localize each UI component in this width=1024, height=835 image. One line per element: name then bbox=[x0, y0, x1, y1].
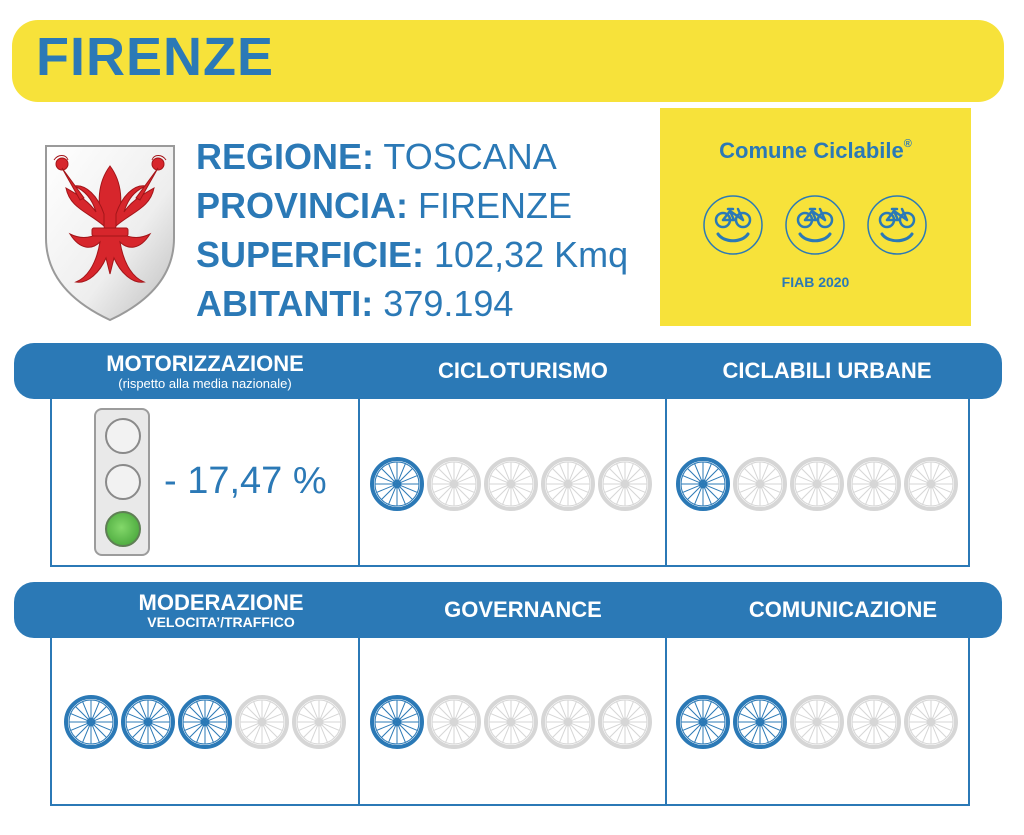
traffic-lamp-red bbox=[105, 418, 141, 454]
traffic-lamp-amber bbox=[105, 464, 141, 500]
rating-cicloturismo bbox=[370, 457, 660, 511]
label-governance: GOVERNANCE bbox=[444, 597, 602, 622]
bicycle-wheel-icon-inactive bbox=[598, 457, 652, 511]
label-motorizzazione: MOTORIZZAZIONE (rispetto alla media nazionale) bbox=[106, 350, 304, 391]
city-info bbox=[196, 134, 628, 330]
bike-smiley-icon bbox=[866, 194, 928, 256]
bicycle-wheel-icon-inactive bbox=[292, 695, 346, 749]
traffic-light-icon bbox=[94, 408, 150, 556]
bicycle-wheel-icon-inactive bbox=[484, 457, 538, 511]
bicycle-wheel-icon-inactive bbox=[790, 695, 844, 749]
divider bbox=[358, 399, 360, 565]
bicycle-wheel-icon-active bbox=[370, 695, 424, 749]
bicycle-wheel-icon-inactive bbox=[541, 457, 595, 511]
label-moderazione: MODERAZIONE VELOCITA’/TRAFFICO bbox=[138, 589, 304, 630]
label-ciclabili-urbane: CICLABILI URBANE bbox=[722, 358, 932, 383]
bicycle-wheel-icon-active bbox=[178, 695, 232, 749]
florence-lily-crest-icon bbox=[40, 142, 180, 322]
bicycle-wheel-icon-active bbox=[121, 695, 175, 749]
bicycle-wheel-icon-inactive bbox=[427, 457, 481, 511]
bike-smiley-icon bbox=[702, 194, 764, 256]
bicycle-wheel-icon-inactive bbox=[904, 695, 958, 749]
bicycle-wheel-icon-active bbox=[64, 695, 118, 749]
label-comunicazione: COMUNICAZIONE bbox=[748, 597, 938, 622]
bike-smiley-icon bbox=[784, 194, 846, 256]
bicycle-wheel-icon-inactive bbox=[541, 695, 595, 749]
divider bbox=[358, 638, 360, 804]
comune-ciclabile-badge bbox=[660, 108, 971, 326]
rating-moderazione bbox=[64, 695, 354, 749]
bicycle-wheel-icon-active bbox=[733, 695, 787, 749]
header-band-2 bbox=[14, 582, 1002, 638]
divider bbox=[665, 399, 667, 565]
bicycle-wheel-icon-inactive bbox=[427, 695, 481, 749]
bicycle-wheel-icon-active bbox=[676, 457, 730, 511]
bicycle-wheel-icon-inactive bbox=[904, 457, 958, 511]
info-abitanti: ABITANTI: 379.194 bbox=[196, 283, 514, 324]
traffic-lamp-green bbox=[105, 511, 141, 547]
bicycle-wheel-icon-active bbox=[370, 457, 424, 511]
city-title: FIRENZE bbox=[36, 27, 275, 87]
label-cicloturismo: CICLOTURISMO bbox=[438, 358, 608, 383]
motorizzazione-value: - 17,47 % bbox=[164, 460, 327, 502]
bicycle-wheel-icon-inactive bbox=[847, 695, 901, 749]
rating-comunicazione bbox=[676, 695, 966, 749]
info-regione: REGIONE: TOSCANA bbox=[196, 136, 557, 177]
badge-footer: FIAB 2020 bbox=[781, 274, 850, 290]
bicycle-wheel-icon-inactive bbox=[790, 457, 844, 511]
info-provincia: PROVINCIA: FIRENZE bbox=[196, 185, 573, 226]
header-band-1 bbox=[14, 343, 1002, 399]
bicycle-wheel-icon-inactive bbox=[235, 695, 289, 749]
bicycle-wheel-icon-inactive bbox=[847, 457, 901, 511]
badge-title: Comune Ciclabile® bbox=[719, 138, 912, 163]
info-superficie: SUPERFICIE: 102,32 Kmq bbox=[196, 234, 629, 275]
bicycle-wheel-icon-inactive bbox=[484, 695, 538, 749]
bicycle-wheel-icon-active bbox=[676, 695, 730, 749]
rating-ciclabili-urbane bbox=[676, 457, 966, 511]
bicycle-wheel-icon-inactive bbox=[598, 695, 652, 749]
bicycle-wheel-icon-inactive bbox=[733, 457, 787, 511]
divider bbox=[665, 638, 667, 804]
rating-governance bbox=[370, 695, 660, 749]
